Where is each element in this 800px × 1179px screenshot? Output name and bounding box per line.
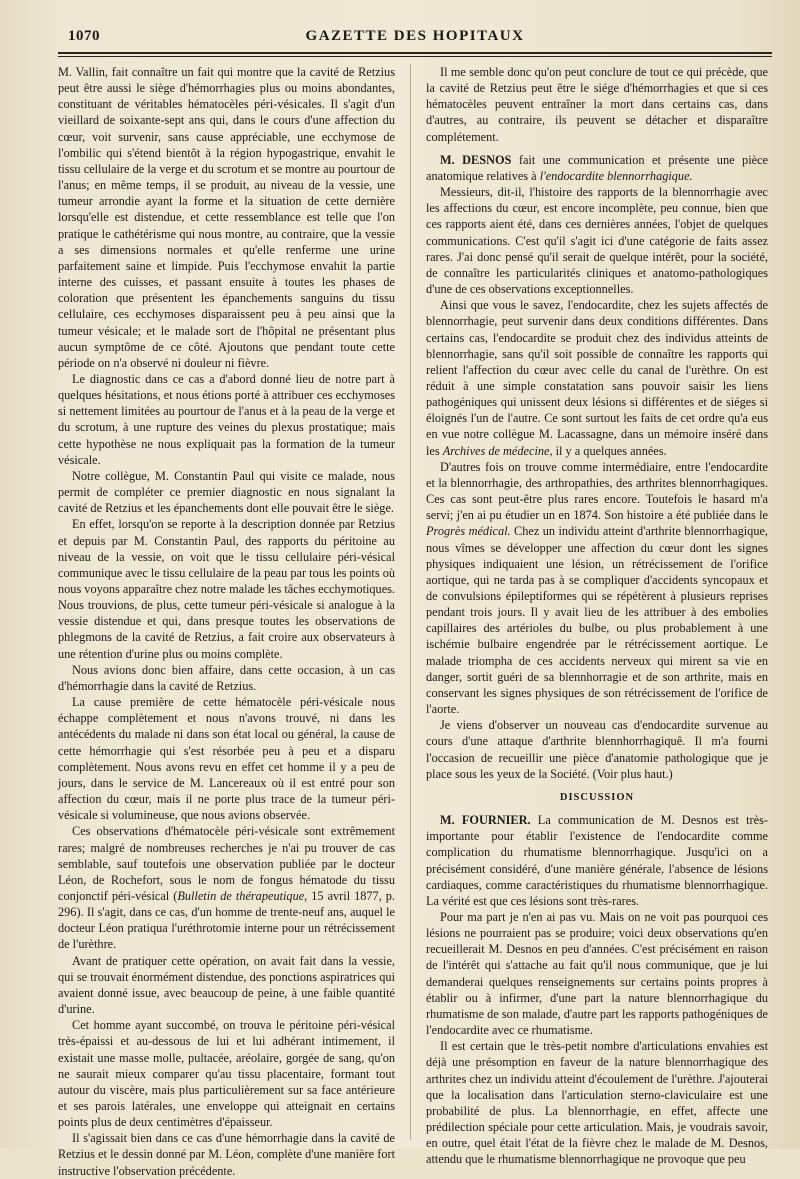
speaker-name: M. FOURNIER. xyxy=(440,813,531,828)
paragraph: Messieurs, dit-il, l'histoire des rapports de la blennorrhagie avec les affections du cœur, est encore incomplète, peu connue, bien que ces rapports aient été, dans ces dernières années, l'objet de quelques communications. C'est qu'il s'agit ici d'une catégorie de faits assez rares. J'ai donc pensé qu'il serait de quelque intérêt, pour la société, de connaître les particularités cliniques et anatomo-pathologiques d'une de ces observations exceptionnelles. xyxy=(426,185,768,297)
paragraph: Je viens d'observer un nouveau cas d'endocardite survenue au cours d'une attaque d'arthrite blennhorrhagiquê. Il m'a fourni l'occasion de recueillir une pièce d'anatomie pathologique que je place sous les yeux de la Société. (Voir plus haut.) xyxy=(426,718,768,781)
citation: Bulletin de thérapeutique, xyxy=(177,888,308,903)
paragraph-text: Ainsi que vous le savez, l'endocardite, chez les sujets affectés de blennorrhagie, peut survenir dans deux conditions différentes. Dans certains cas, l'endocardite se produit chez des individus atteints de blennorrhagie, sans qu'il soit possible de connaître les rapports qui relient l'affection du cœur avec celle du canal de l'urèthre. On est réduit à une simple constatation sans pouvoir saisir les liens pathogéniques qui unissent deux lésions si différentes et de siéges si éloignés l'un de l'autre. Ce sont surtout les faits de cet ordre qu'a eus en vue notre collègue M. Lacassagne, dans un mémoire inséré dans les xyxy=(426,298,768,458)
paragraph-text: il y a quelques années. xyxy=(552,443,667,458)
paragraph-text: D'autres fois on trouve comme intermédiaire, entre l'endocardite et la blennorrhagie, des arthropathies, des arthrites blennorrhagiques. Ces cas sont peut-être plus rares encore. Toutefois le hasard m'a servi; j'en ai pu étudier un en 1874. Son histoire a été publiée dans le xyxy=(426,459,768,523)
paragraph-text: 15 avril 1877, p. 296). Il s'agit, dans ce cas, d'un homme de trente-neuf ans, auquel le docteur Léon pratiqua l'uréthrotomie interne pour un rétrécissement de l'urèthre. xyxy=(58,888,396,952)
right-column xyxy=(426,64,768,1167)
speaker-name: M. DESNOS xyxy=(440,152,512,167)
paragraph: En effet, lorsqu'on se reporte à la description donnée par Retzius et depuis par M. Constantin Paul, des rapports du péritoine au niveau de la vessie, on voit que le tissu cellulaire péri-vésical communique avec le tissu cellulaire de la peau par tous les points où nous voyons apparaître chez notre malade les tâches ecchymotiques. Nous trouvions, de plus, cette tumeur péri-vésicale si analogue à la vessie distendue et qui, dans presque toutes les observations de phlegmons de la cavité de Retzius, a fait croire aux observateurs à une rétention d'urine plus ou moins complète. xyxy=(58,517,396,661)
paragraph: La cause première de cette hématocèle péri-vésicale nous échappe complètement et nous n'avons trouvé, ni dans les antécédents du malade ni dans son état local ou général, la cause de cette hémorrhagie qui s'est résorbée peu à peu et a disparu complètement. Nous avons revu en effet cet homme il y a peu de jours, dans le service de M. Lancereaux où il est entré pour son affection du cœur, mais il ne porte plus trace de la tumeur péri-vésicale si volumineuse, que nous avions observée. xyxy=(58,695,395,823)
header-rule-thin xyxy=(58,56,772,57)
paragraph: Le diagnostic dans ce cas a d'abord donné lieu de notre part à quelques hésitations, et nous étions porté à attribuer ces ecchymoses si nettement limitées au pourtour de l'anus et à la peau de la verge et du scrotum, à une rupture des veines du plexus prostatique; mais cette hypothèse ne nous expliquait pas la formation de la tumeur vésicale. xyxy=(58,371,395,467)
paragraph xyxy=(426,297,768,459)
paragraph: Nous avions donc bien affaire, dans cette occasion, à un cas d'hémorrhagie dans la cavité de Retzius. xyxy=(58,662,395,693)
paragraph-text: Ces observations d'hématocèle péri-vésicale sont extrêmement rares; malgré de nombreuses recherches je n'ai pu trouver de cas semblable, sauf toutefois une observation publiée par le docteur Léon, de Rochefort, sous le nom de fongus hématode du tissu conjonctif péri-vésical ( xyxy=(58,824,395,903)
paragraph xyxy=(58,823,395,952)
paragraph: Cet homme ayant succombé, on trouva le péritoine péri-vésical très-épaissi et au-dessous de lui et lui adhérant intimement, il existait une masse molle, pultacée, aréolaire, gorgée de sang, qu'on ne saurait mieux comparer qu'au tissu placentaire, formant tout autour du viscère, mais plus particulièrement sur sa face antérieure et ses parois latérales, une enveloppe qui atteignait en certains points plus de deux centimètres d'épaisseur. xyxy=(58,1018,395,1130)
paragraph-text: Chez un individu atteint d'arthrite blennorrhagique, nous vîmes se développer une affection du cœur dont les signes physiques indiquaient une lésion, un rétrécissement de l'orifice aortique, qui ne tarda pas à se compliquer d'accidents syncopaux et de convulsions épileptiformes qui se répétèrent à plusieurs reprises pendant trois jours. Il y avait lieu de les attribuer à des embolies capillaires des artérioles du bulbe, ou plus probablement à une ischémie bulbaire engendrée par le rétrécissement aortique. Le malade triompha de ces accidents nerveux qui mirent sa vie en danger, sortit guéri de sa blennhorragie et de son arthrite, mais en conservant les signes physiques de son rétrécissement de l'orifice de l'aorte. xyxy=(426,524,768,717)
section-heading: DISCUSSION xyxy=(559,791,635,803)
paragraph: Pour ma part je n'en ai pas vu. Mais on ne voit pas pourquoi ces lésions ne pourraient pas se produire; voici deux observations qu'en recueillerait M. Desnos en peu d'années. C'est précisément en raison de l'intérêt qui s'attache au fait qu'il nous communique, que je lui demanderai quelques renseignements sur certains points propres à établir ou à infirmer, d'une part la nature blennorrhagique du rhumatisme de son malade, d'autre part les rapports pathogéniques de l'endocardite avec ce rhumatisme. xyxy=(426,909,768,1038)
paragraph: Notre collègue, M. Constantin Paul qui visite ce malade, nous permit de compléter ce premier diagnostic en nous signalant la cavité de Retzius et les épanchements dont elle pouvait être le siège. xyxy=(58,468,395,516)
citation: Progrès médical. xyxy=(426,524,511,539)
paragraph xyxy=(426,152,768,184)
page-number: 1070 xyxy=(68,28,100,44)
paragraph: Avant de pratiquer cette opération, on avait fait dans la vessie, qui se trouvait énormément distendue, des ponctions aspiratrices qui avaient donné issue, avec beaucoup de peine, à une faible quantité d'urine. xyxy=(58,953,395,1017)
citation: Archives de médecine, xyxy=(442,443,553,458)
paragraph: Il est certain que le très-petit nombre d'articulations envahies est déjà une présomption en faveur de la nature blennorrhagique des arthrites chez un individu atteint d'écoulement de l'urèthre. J'ajouterai que la localisation dans l'articulation sterno-claviculaire est une probabilité de plus. La blennorrhagie, en effet, affecte une prédilection spéciale pour cette articulation. Mais, je voudrais savoir, en outre, quel était l'état de la fièvre chez le malade de M. Desnos, attendu que le rhumatisme blennorrhagique ne provoque que peu xyxy=(426,1039,768,1167)
paragraph-text: fait une communication et présente une pièce anatomique relatives à xyxy=(426,152,768,183)
column-divider xyxy=(410,64,411,1140)
paragraph: M. Vallin, fait connaître un fait qui montre que la cavité de Retzius peut être aussi le siège d'hémorrhagies plus ou moins abondantes, constituant de véritables hématocèles péri-vésicales. Il s'agit d'un vieillard de soixante-sept ans qui, dans le cours d'une affection du cœur, voit survenir, sans cause appréciable, une ecchymose de l'ombilic qui s'étend bientôt à la région hypogastrique, envahit le tissu cellulaire de la verge et du scrotum et se montre au pourtour de l'anus; en même temps, il se produit, au niveau de la vessie, une tumeur arrondie ayant la forme et la situation de cette dernière lorsqu'elle est distendue, et cette ressemblance est telle que l'on pratique le cathétérisme qui nous montre, au contraire, que la vessie a ses dimensions normales et qu'elle renferme une urine parfaitement saine et limpide. Puis l'ecchymose envahit la partie interne des cuisses, et passant ensuite à toutes les phases de coloration que présentent les épanchements sanguins du tissu cellulaire, ces ecchymoses disparaissent peu à peu ainsi que la tumeur vésicale; et le malade sort de l'hôpital ne présentant plus aucun symptôme de ce côté. Ajoutons que pendant toute cette période on n'a observé ni douleur ni fièvre. xyxy=(58,65,395,370)
journal-title: GAZETTE DES HOPITAUX xyxy=(305,28,525,44)
paragraph xyxy=(426,812,768,909)
paragraph-text: La communication de M. Desnos est très-importante pour établir l'existence de l'endocardite comme complication du rhumatisme blennorrhagique. Jusqu'ici on a précisément considéré, d'une manière générale, l'absence de lésions cardiaques, comme caractéristiques du rhumatisme blennorrhagique. La vérité est que ces lésions sont très-rares. xyxy=(426,813,768,908)
paragraph: Il s'agissait bien dans ce cas d'une hémorrhagie dans la cavité de Retzius et le dessin donné par M. Léon, complète d'une manière fort instructive l'observation précédente. xyxy=(58,1131,395,1178)
header-rule-thick xyxy=(58,52,772,54)
page-header xyxy=(58,26,772,48)
left-column xyxy=(58,64,396,1178)
paragraph xyxy=(426,459,768,718)
paragraph: Il me semble donc qu'on peut conclure de tout ce qui précède, que la cavité de Retzius peut être le siége d'hémorrhagies et que si ces hématocèles peuvent entraîner la mort dans certains cas, dans d'autres, au contraire, ils peuvent se détacher et disparaître complétement. xyxy=(426,65,768,144)
communication-title: l'endocardite blennorrhagique. xyxy=(539,168,693,183)
